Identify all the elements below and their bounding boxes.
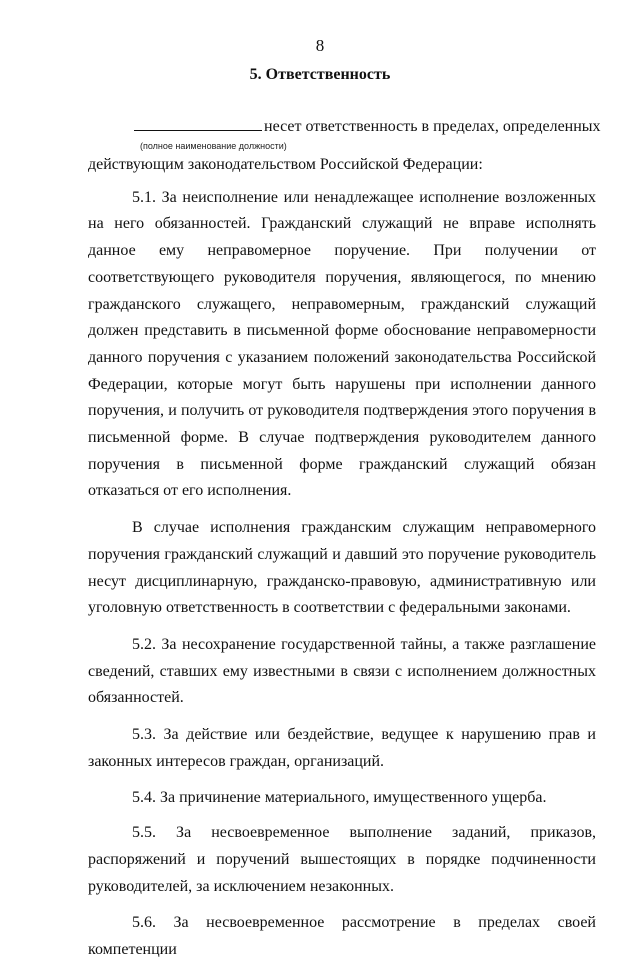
- page-number: 8: [315, 36, 325, 55]
- document-body: [88, 152, 596, 964]
- paragraph-5-5: 5.5. За несвоевременное выполнение заданий, приказов, распоряжений и поручений вышестоящих в порядке подчиненности руководителей, за исключением незаконных.: [88, 824, 596, 895]
- paragraph-5-1: 5.1. За неисполнение или ненадлежащее исполнение возложенных на него обязанностей. Гражданский служащий не вправе исполнять данное ему неправомерное поручение. При получении от соответствующего руководителя поручения, являющегося, по мнению гражданского служащего, неправомерным, гражданский служащий должен представить в письменной форме обоснование неправомерности данного поручения с указанием положений законодательства Российской Федерации, которые могут быть нарушены при исполнении данного поручения, и получить от руководителя подтверждения этого поручения в письменной форме. В случае подтверждения руководителем данного поручения в письменной форме гражданский служащий обязан отказаться от его исполнения.: [88, 188, 596, 500]
- position-caption: (полное наименование должности): [140, 141, 287, 151]
- intro-line: [134, 116, 604, 136]
- paragraph-5-6: 5.6. За несвоевременное рассмотрение в пределах своей компетенции: [88, 914, 596, 958]
- paragraph-5-2: 5.2. За несохранение государственной тайны, а также разглашение сведений, ставших ему известными в связи с исполнением должностных обязанностей.: [88, 635, 596, 707]
- position-blank-line: [134, 116, 262, 131]
- section-title: 5. Ответственность: [249, 66, 391, 83]
- paragraph-5-4: 5.4. За причинение материального, имущественного ущерба.: [132, 789, 547, 807]
- paragraph-5-3: 5.3. За действие или бездействие, ведущее к нарушению прав и законных интересов граждан, организаций.: [88, 726, 596, 770]
- intro-continuation: действующим законодательством Российской Федерации:: [88, 156, 483, 173]
- intro-rest-text: несет ответственность в пределах, определенных: [264, 118, 601, 135]
- paragraph-liability: В случае исполнения гражданским служащим неправомерного поручения гражданский служащий и давший это поручение руководитель несут дисциплинарную, гражданско-правовую, административную или уголовную ответственность в соответствии с федеральными законами.: [88, 519, 596, 617]
